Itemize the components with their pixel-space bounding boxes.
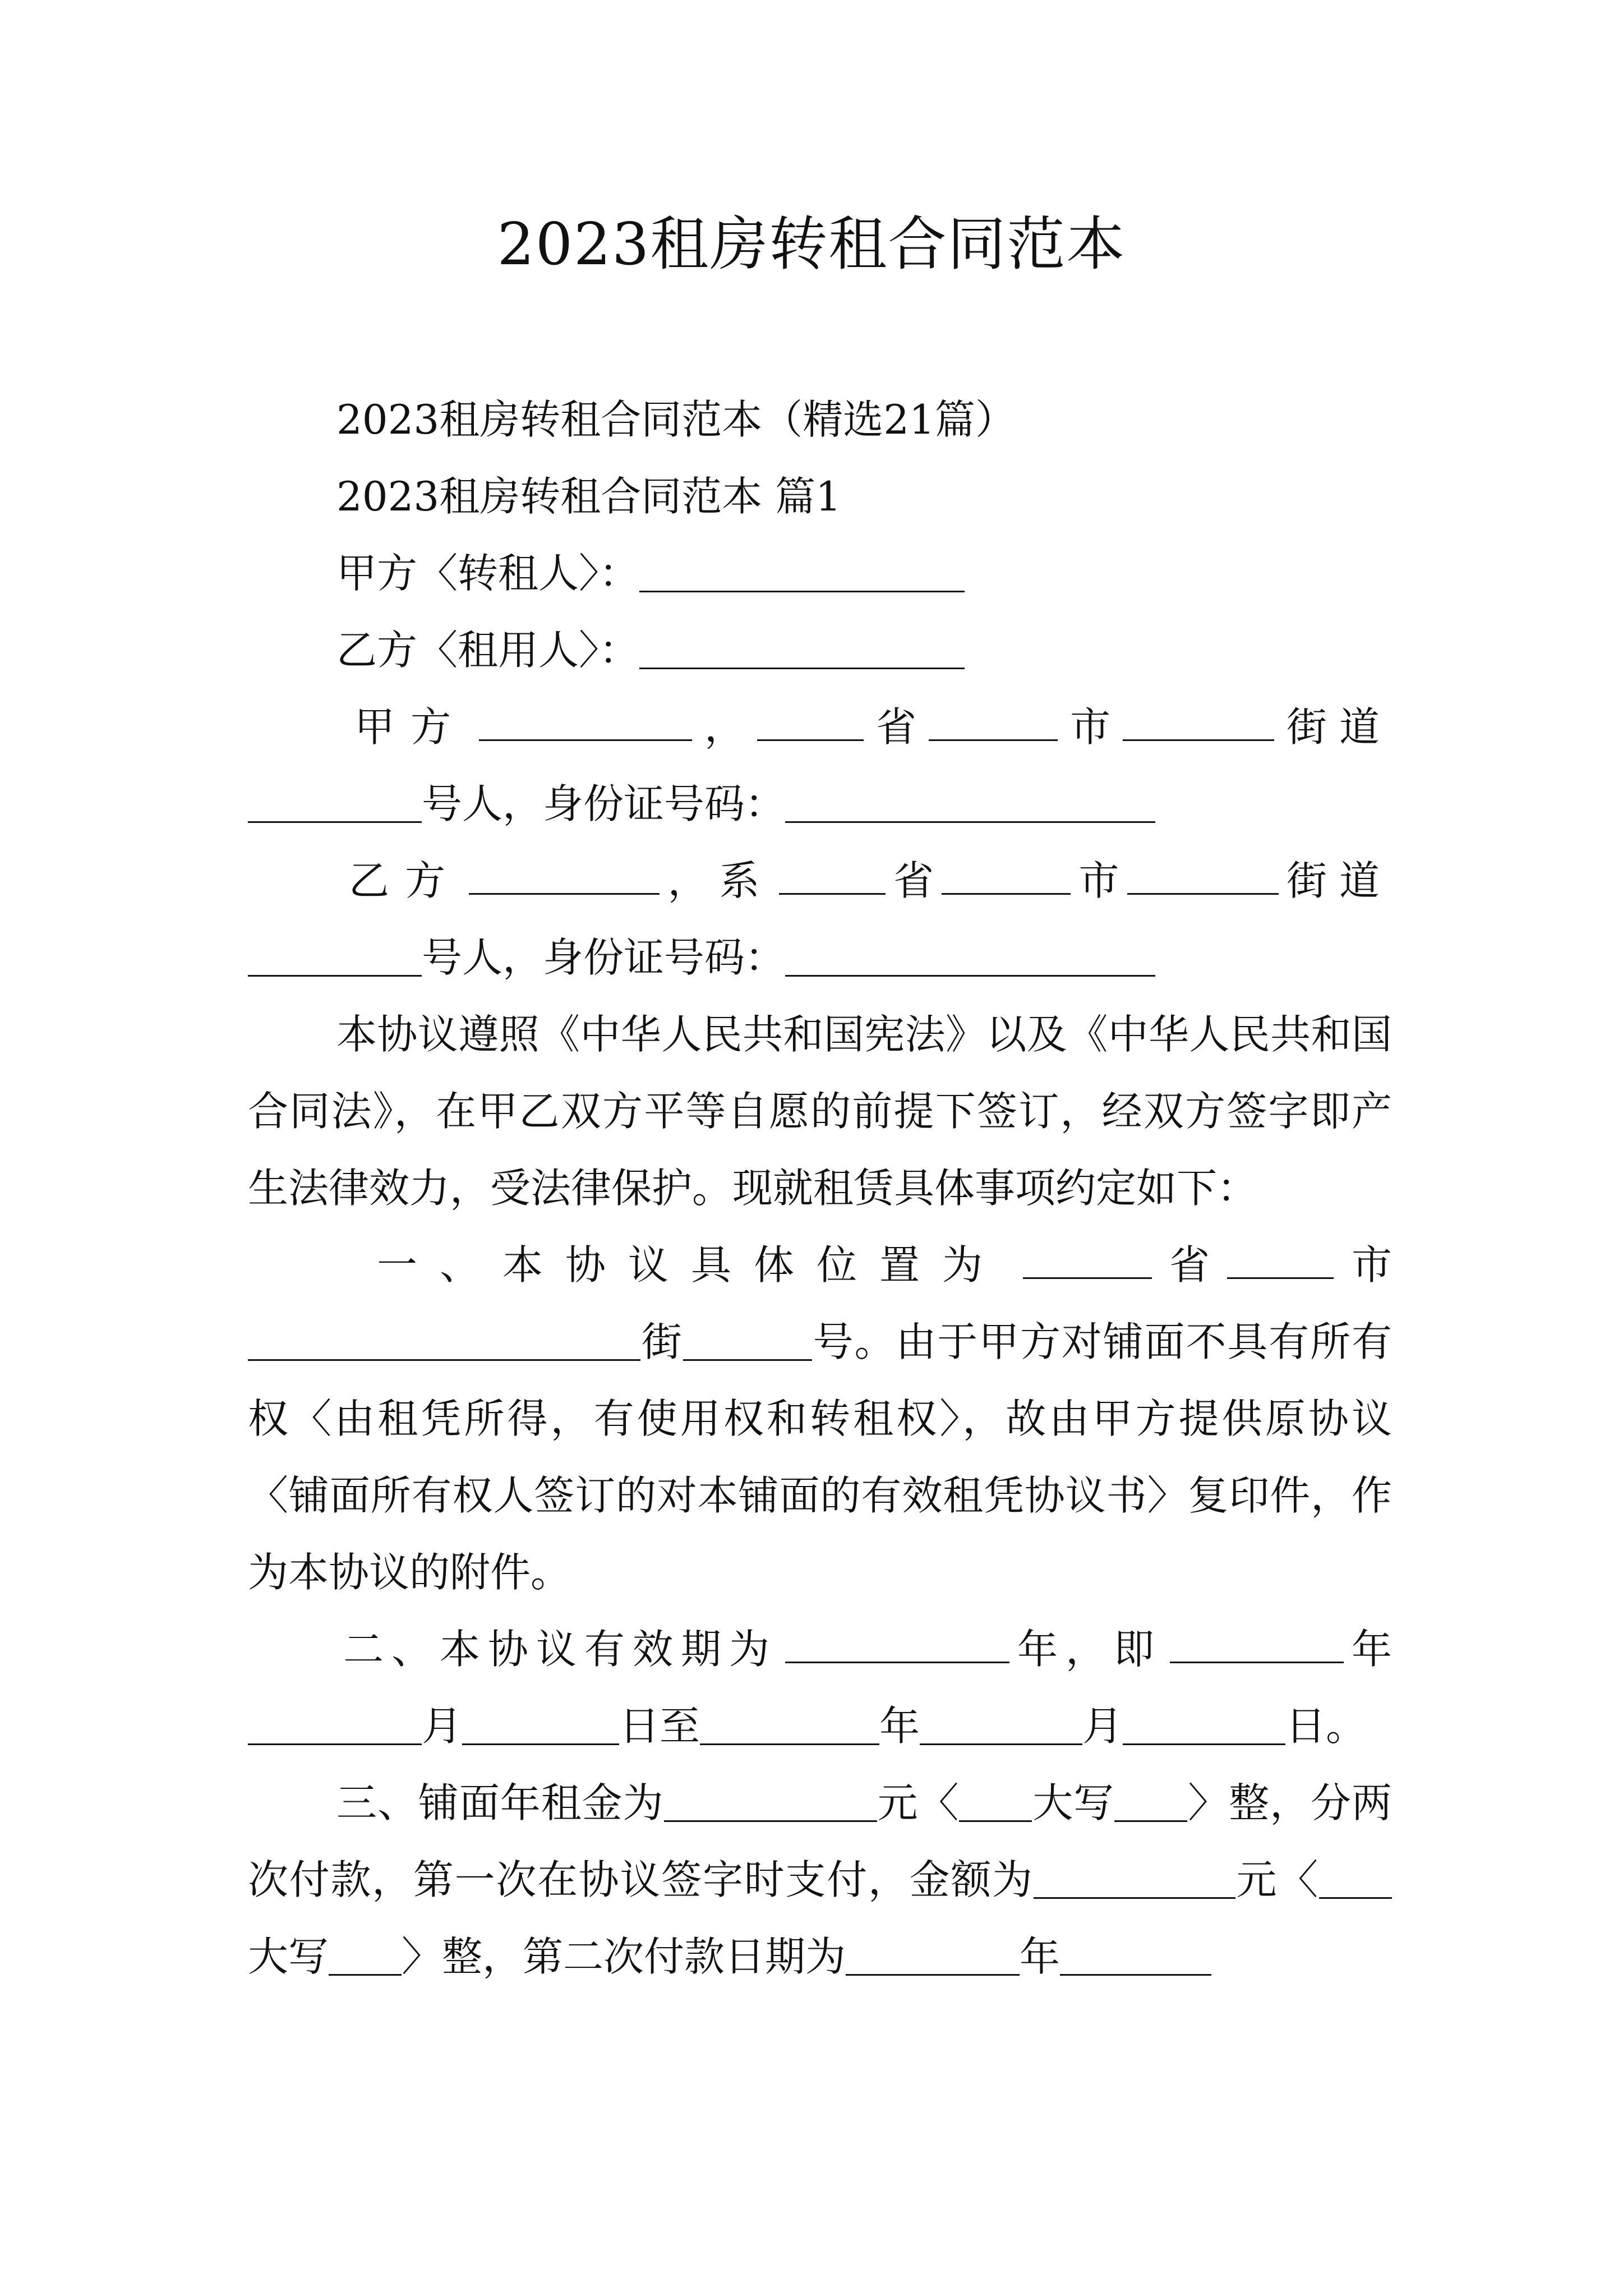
party-b-blank — [639, 627, 965, 669]
s2-blank-end-month — [920, 1703, 1082, 1745]
pa-word-3: 省 — [875, 703, 916, 751]
s1-word-2: 省 — [1169, 1241, 1210, 1289]
pa-blank-province — [757, 699, 864, 741]
pa-blank-name — [479, 699, 692, 741]
party-b-address-line-1 — [248, 843, 1392, 919]
s3-blank-first-amount — [1034, 1857, 1235, 1899]
s3-word-2: 元〈 — [877, 1779, 960, 1826]
pb-word-1: 乙方 — [349, 857, 462, 904]
s2-word-3: 年 — [1351, 1626, 1392, 1673]
pb-word-5: 街道 — [1286, 857, 1392, 904]
pa-word-6: 号人，身份证号码： — [422, 780, 786, 827]
s1-word-3: 市 — [1351, 1241, 1392, 1289]
s1-word-5: 号。由于甲方对铺面不具有所有权〈由租凭所得，有使用权和转租权〉，故由甲方提供原协议〈铺面所有权人签订的对本铺面的有效租凭协议书〉复印件，作为本协议的附件。 — [248, 1318, 1392, 1596]
s3-blank-second-month — [1060, 1934, 1211, 1976]
s3-blank-annual-rent — [664, 1780, 877, 1822]
s3-blank-post-uppercase-2 — [329, 1934, 402, 1976]
s2-blank-end-year — [700, 1703, 879, 1745]
s2-word-8: 日。 — [1285, 1703, 1367, 1750]
pb-word-2: ，系 — [667, 857, 771, 904]
pa-word-4: 市 — [1069, 703, 1110, 751]
party-b-address-line-2 — [248, 919, 1392, 996]
party-a-label: 甲方〈转租人〉： — [336, 550, 640, 597]
s3-blank-pre-uppercase-2 — [1319, 1857, 1392, 1899]
pa-blank-number — [248, 781, 422, 823]
s2-word-2: 年，即 — [1017, 1626, 1162, 1673]
party-a-address-line-2 — [248, 766, 1392, 843]
s2-blank-start-year — [1170, 1621, 1344, 1663]
document-title: 2023租房转租合同范本 — [497, 210, 1126, 278]
s2-blank-start-day — [462, 1703, 619, 1745]
pa-word-1: 甲方 — [354, 703, 467, 751]
s2-blank-years — [785, 1621, 1009, 1663]
s2-word-7: 月 — [1082, 1703, 1123, 1750]
pb-word-6: 号人，身份证号码： — [422, 934, 786, 981]
s1-blank-city — [1227, 1237, 1334, 1279]
pa-word-2: ， — [704, 703, 745, 751]
s1-blank-province — [1023, 1237, 1152, 1279]
s3-word-6: 〈 — [1278, 1856, 1319, 1903]
s1-word-1: 一、本协议具体位置为 — [377, 1241, 1006, 1289]
s2-blank-start-month — [248, 1703, 422, 1745]
s3-blank-post-uppercase-1 — [1114, 1780, 1187, 1822]
section-1-line-1 — [248, 1227, 1392, 1304]
section-2-line-1 — [248, 1611, 1392, 1688]
party-a-line — [248, 535, 1392, 612]
document-body — [248, 381, 1392, 1995]
party-a-blank — [639, 550, 965, 592]
pb-blank-id — [785, 935, 1155, 977]
s3-word-7: 大写 — [248, 1933, 329, 1980]
s3-word-4: 〉整，分两次付款，第一次在协议签字时支付，金额为 — [248, 1779, 1392, 1903]
s3-word-1: 三、铺面年租金为 — [336, 1779, 664, 1826]
s2-word-4: 月 — [422, 1703, 463, 1750]
s2-word-1: 二、本协议有效期为 — [343, 1626, 778, 1673]
pa-blank-city — [929, 699, 1058, 741]
intro-paragraph: 本协议遵照《中华人民共和国宪法》以及《中华人民共和国合同法》，在甲乙双方平等自愿的前提下签订，经双方签字即产生法律效力，受法律保护。现就租赁具体事项约定如下： — [248, 1011, 1392, 1212]
s1-blank-street — [248, 1319, 640, 1361]
s3-word-9: 年 — [1020, 1933, 1061, 1980]
s3-word-8: 〉整，第二次付款日期为 — [402, 1933, 846, 1980]
pa-word-5: 街道 — [1286, 703, 1392, 751]
pb-blank-province — [779, 853, 886, 895]
pa-blank-street — [1123, 699, 1274, 741]
section-heading: 2023租房转租合同范本 篇1 — [336, 473, 841, 520]
party-b-line — [248, 612, 1392, 689]
party-a-address-line-1 — [248, 689, 1392, 766]
section-2-line-2 — [248, 1688, 1392, 1765]
s2-blank-end-day — [1123, 1703, 1285, 1745]
s2-word-5: 日至 — [619, 1703, 700, 1750]
s3-blank-second-year — [846, 1934, 1020, 1976]
pb-blank-city — [942, 853, 1071, 895]
s1-word-4: 街 — [640, 1318, 683, 1365]
s1-blank-number — [683, 1319, 812, 1361]
section-1-body — [248, 1304, 1392, 1611]
pb-word-3: 省 — [893, 857, 934, 904]
pb-blank-name — [469, 853, 660, 895]
s3-word-3: 大写 — [1032, 1779, 1115, 1826]
section-3-paragraph — [248, 1765, 1392, 1995]
pb-word-4: 市 — [1078, 857, 1119, 904]
s3-word-5: 元 — [1235, 1856, 1278, 1903]
pb-blank-number — [248, 935, 422, 977]
party-b-label: 乙方〈租用人〉： — [336, 627, 640, 674]
pa-blank-id — [785, 781, 1155, 823]
s3-blank-pre-uppercase-1 — [959, 1780, 1032, 1822]
s2-word-6: 年 — [879, 1703, 920, 1750]
pb-blank-street — [1127, 853, 1279, 895]
subtitle-line: 2023租房转租合同范本（精选21篇） — [336, 396, 1016, 443]
